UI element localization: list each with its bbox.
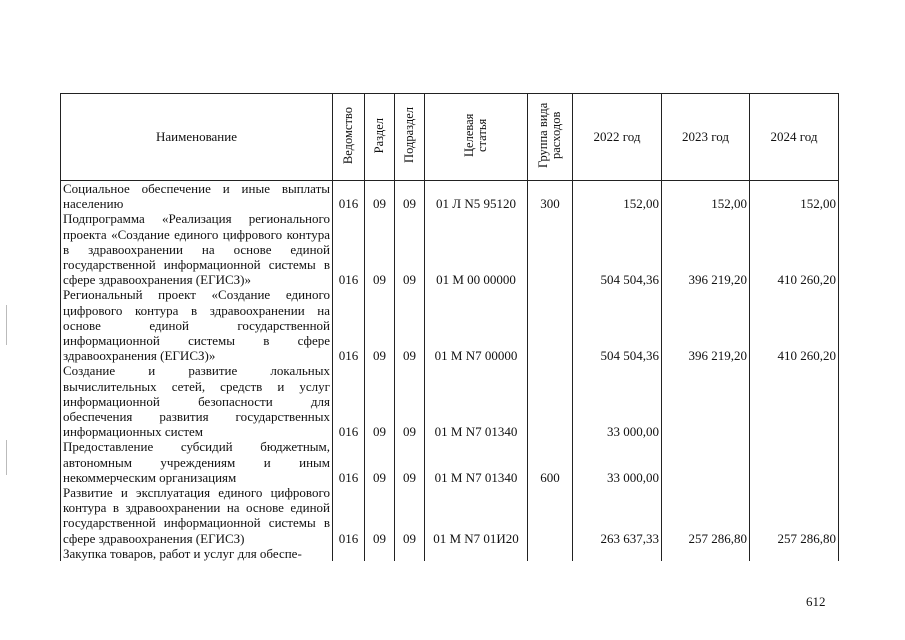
row-podrazdel: 09 <box>395 439 425 485</box>
row-name: Развитие и эксплуатация единого цифрового контура в здравоохранении на основе единой государственной информационной системы в сфере здравоохранения (ЕГИСЗ) <box>61 485 333 546</box>
header-name: Наименование <box>61 94 333 181</box>
row-2024: 410 260,20 <box>750 287 839 363</box>
row-razdel: 09 <box>365 181 395 212</box>
row-podrazdel: 09 <box>395 363 425 439</box>
table-row <box>61 181 839 212</box>
row-2022: 33 000,00 <box>573 363 662 439</box>
row-vedomstvo: 016 <box>333 287 365 363</box>
row-2022: 504 504,36 <box>573 211 662 287</box>
row-statia <box>425 546 528 561</box>
row-gruppa <box>528 485 573 546</box>
header-statia: Целевая статья <box>425 94 528 181</box>
table-row <box>61 211 839 287</box>
row-gruppa <box>528 546 573 561</box>
row-gruppa: 600 <box>528 439 573 485</box>
row-2022: 504 504,36 <box>573 287 662 363</box>
row-razdel: 09 <box>365 439 395 485</box>
row-gruppa <box>528 287 573 363</box>
row-razdel: 09 <box>365 211 395 287</box>
row-name: Социальное обеспечение и иные выплаты населению <box>61 181 333 212</box>
row-name: Создание и развитие локальных вычислительных сетей, средств и услуг информационной безопасности для обеспечения развития государственных информационных систем <box>61 363 333 439</box>
row-gruppa <box>528 211 573 287</box>
row-vedomstvo <box>333 546 365 561</box>
row-razdel: 09 <box>365 363 395 439</box>
row-2022: 263 637,33 <box>573 485 662 546</box>
row-gruppa <box>528 363 573 439</box>
row-statia: 01 М N7 01И20 <box>425 485 528 546</box>
row-name: Предоставление субсидий бюджетным, автономным учреждениям и иным некоммерческим организациям <box>61 439 333 485</box>
row-razdel: 09 <box>365 485 395 546</box>
row-2024 <box>750 363 839 439</box>
table-header-row <box>61 94 839 181</box>
row-vedomstvo: 016 <box>333 485 365 546</box>
row-gruppa: 300 <box>528 181 573 212</box>
header-2024: 2024 год <box>750 94 839 181</box>
row-razdel: 09 <box>365 287 395 363</box>
row-vedomstvo: 016 <box>333 181 365 212</box>
row-vedomstvo: 016 <box>333 211 365 287</box>
row-podrazdel: 09 <box>395 181 425 212</box>
row-2023 <box>662 363 750 439</box>
header-vedomstvo: Ведомство <box>333 94 365 181</box>
row-podrazdel: 09 <box>395 287 425 363</box>
row-2022: 33 000,00 <box>573 439 662 485</box>
row-2024: 152,00 <box>750 181 839 212</box>
row-vedomstvo: 016 <box>333 439 365 485</box>
row-statia: 01 М 00 00000 <box>425 211 528 287</box>
row-2024: 410 260,20 <box>750 211 839 287</box>
table-row <box>61 546 839 561</box>
row-name: Подпрограмма «Реализация регионального проекта «Создание единого цифрового контура в здравоохранении на основе единой государственной информационной системы в сфере здравоохранения (ЕГИСЗ)» <box>61 211 333 287</box>
header-podrazdel: Подраздел <box>395 94 425 181</box>
row-2022 <box>573 546 662 561</box>
table-row <box>61 363 839 439</box>
header-2022: 2022 год <box>573 94 662 181</box>
budget-table <box>60 93 839 561</box>
row-2023: 257 286,80 <box>662 485 750 546</box>
row-statia: 01 М N7 00000 <box>425 287 528 363</box>
row-statia: 01 М N7 01340 <box>425 363 528 439</box>
row-2024: 257 286,80 <box>750 485 839 546</box>
row-podrazdel: 09 <box>395 211 425 287</box>
row-statia: 01 Л N5 95120 <box>425 181 528 212</box>
table-row <box>61 287 839 363</box>
scan-artifact <box>6 440 7 475</box>
table-row <box>61 485 839 546</box>
row-statia: 01 М N7 01340 <box>425 439 528 485</box>
page-number: 612 <box>806 594 826 609</box>
row-2023: 396 219,20 <box>662 211 750 287</box>
row-2024 <box>750 546 839 561</box>
row-2023: 396 219,20 <box>662 287 750 363</box>
header-2023: 2023 год <box>662 94 750 181</box>
scan-artifact <box>6 305 7 345</box>
table-row <box>61 439 839 485</box>
header-gruppa: Группа вида расходов <box>528 94 573 181</box>
row-2023 <box>662 439 750 485</box>
header-razdel: Раздел <box>365 94 395 181</box>
row-vedomstvo: 016 <box>333 363 365 439</box>
row-razdel <box>365 546 395 561</box>
row-2023 <box>662 546 750 561</box>
row-name: Закупка товаров, работ и услуг для обеспе- <box>61 546 333 561</box>
row-2022: 152,00 <box>573 181 662 212</box>
row-name: Региональный проект «Создание единого цифрового контура в здравоохранении на основе единой государственной информационной системы в сфере здравоохранения (ЕГИСЗ)» <box>61 287 333 363</box>
row-2023: 152,00 <box>662 181 750 212</box>
row-2024 <box>750 439 839 485</box>
row-podrazdel <box>395 546 425 561</box>
row-podrazdel: 09 <box>395 485 425 546</box>
